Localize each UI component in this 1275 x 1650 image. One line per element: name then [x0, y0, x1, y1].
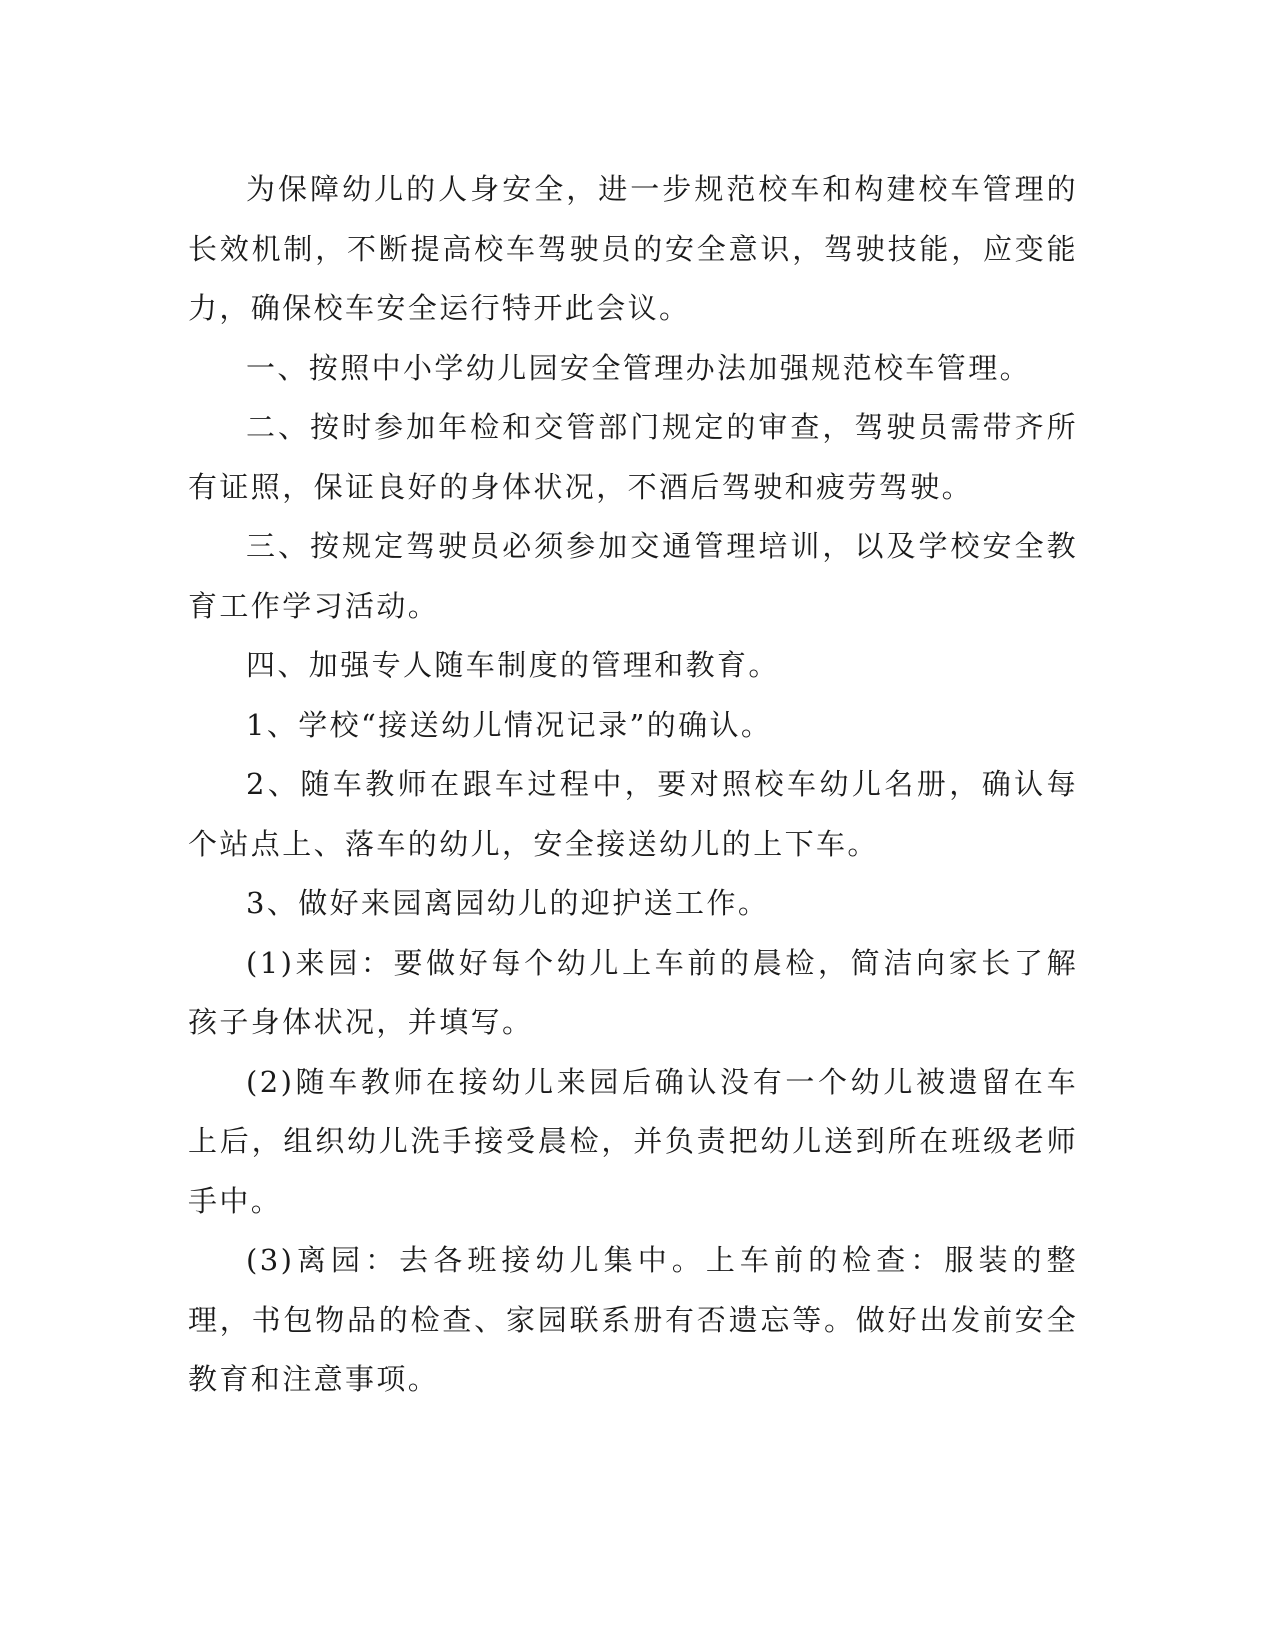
paragraph-intro: 为保障幼儿的人身安全，进一步规范校车和构建校车管理的长效机制，不断提高校车驾驶员的安全意识，驾驶技能，应变能力，确保校车安全运行特开此会议。 — [188, 172, 1078, 325]
document-body — [188, 160, 1078, 1410]
paragraph-item-4: 四、加强专人随车制度的管理和教育。 — [246, 648, 780, 682]
paragraph-escort: (2)随车教师在接幼儿来园后确认没有一个幼儿被遗留在车上后，组织幼儿洗手接受晨检，并负责把幼儿送到所在班级老师手中。 — [188, 1064, 1078, 1218]
paragraph-sub-1: 1、学校“接送幼儿情况记录”的确认。 — [246, 707, 773, 742]
paragraph-item-1: 一、按照中小学幼儿园安全管理办法加强规范校车管理。 — [246, 350, 1032, 385]
paragraph-sub-3: 3、做好来园离园幼儿的迎护送工作。 — [246, 886, 770, 920]
paragraph-departure: (3)离园：去各班接幼儿集中。上车前的检查：服装的整理，书包物品的检查、家园联系册有否遗忘等。做好出发前安全教育和注意事项。 — [188, 1243, 1078, 1396]
paragraph-item-3: 三、按规定驾驶员必须参加交通管理培训，以及学校安全教育工作学习活动。 — [188, 529, 1078, 623]
paragraph-arrival: (1)来园：要做好每个幼儿上车前的晨检，简洁向家长了解孩子身体状况，并填写。 — [188, 945, 1078, 1039]
paragraph-sub-2: 2、随车教师在跟车过程中，要对照校车幼儿名册，确认每个站点上、落车的幼儿，安全接送幼儿的上下车。 — [188, 767, 1078, 861]
paragraph-item-2: 二、按时参加年检和交管部门规定的审查，驾驶员需带齐所有证照，保证良好的身体状况，不酒后驾驶和疲劳驾驶。 — [188, 410, 1078, 504]
